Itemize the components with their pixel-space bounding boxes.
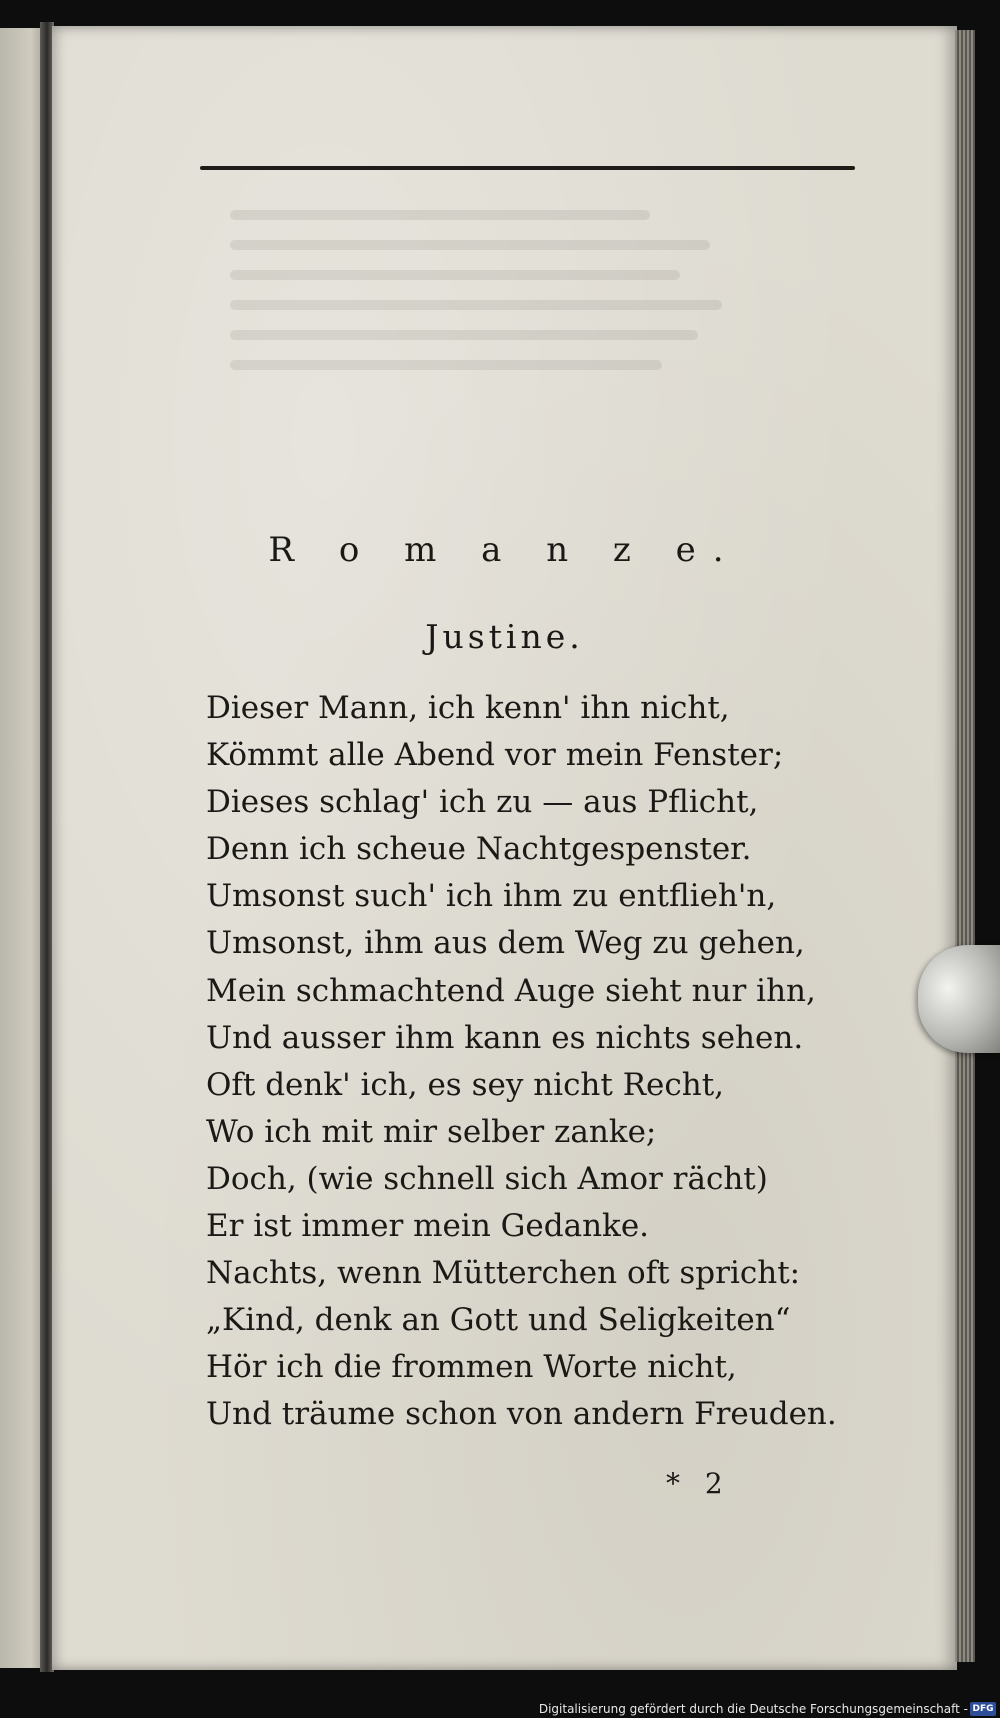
right-page-edges: [955, 30, 975, 1662]
poem-body: [206, 685, 926, 1439]
poem-line: Und ausser ihm kann es nichts sehen.: [206, 1019, 804, 1056]
poem-line: Wo ich mit mir selber zanke;: [206, 1113, 657, 1150]
poem-line: Oft denk' ich, es sey nicht Recht,: [206, 1066, 725, 1103]
left-page-edge: [0, 28, 44, 1668]
poem-line: Dieses schlag' ich zu — aus Pflicht,: [206, 784, 759, 821]
dfg-logo-icon: DFG: [970, 1702, 996, 1716]
show-through-text: [230, 190, 830, 490]
funding-credit: Digitalisierung gefördert durch die Deutsche Forschungsgemeinschaft -: [538, 1702, 968, 1716]
poem-line: „Kind, denk an Gott und Seligkeiten“: [206, 1302, 791, 1339]
header-rule: [200, 166, 855, 170]
signature-mark: * 2: [666, 1467, 731, 1500]
poem-line: Umsonst such' ich ihm zu entflieh'n,: [206, 878, 777, 915]
poem-line: Umsonst, ihm aus dem Weg zu gehen,: [206, 925, 805, 962]
poem-line: Nachts, wenn Mütterchen oft spricht:: [206, 1255, 801, 1292]
poem-subtitle: Justine.: [425, 617, 584, 656]
page-clip: [918, 945, 1000, 1053]
poem-line: Und träume schon von andern Freuden.: [206, 1396, 837, 1433]
poem-line: Doch, (wie schnell sich Amor rächt): [206, 1160, 768, 1197]
poem-line: Hör ich die frommen Worte nicht,: [206, 1349, 737, 1386]
poem-title: R o m a n z e.: [268, 530, 741, 570]
poem-line: Kömmt alle Abend vor mein Fenster;: [206, 737, 784, 774]
poem-line: Mein schmachtend Auge sieht nur ihn,: [206, 972, 816, 1009]
poem-line: Dieser Mann, ich kenn' ihn nicht,: [206, 690, 730, 726]
poem-line: Denn ich scheue Nachtgespenster.: [206, 831, 752, 868]
poem-line: Er ist immer mein Gedanke.: [206, 1208, 650, 1245]
